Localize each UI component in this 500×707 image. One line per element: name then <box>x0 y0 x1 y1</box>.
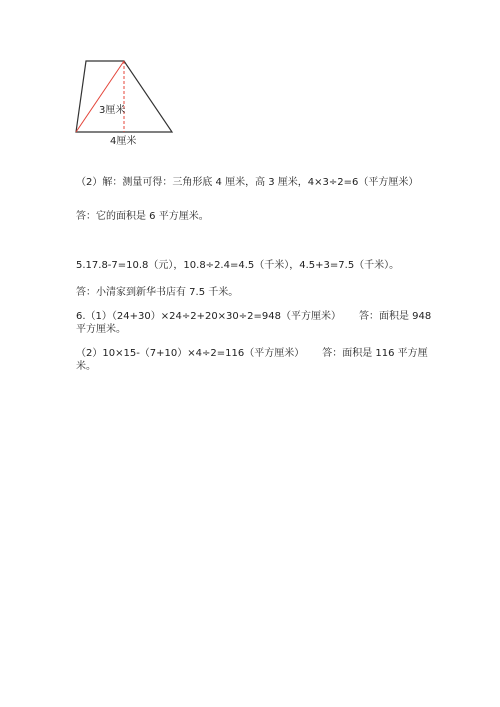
question-6-part-2 <box>76 347 436 373</box>
base-label: 4厘米 <box>110 136 137 147</box>
q6-1-answer: 答：面积是 948 平方厘米。 <box>76 311 432 335</box>
trapezoid-figure <box>72 55 182 150</box>
answer-2-line: 答：它的面积是 6 平方厘米。 <box>76 211 209 222</box>
question-6-part-1 <box>76 310 436 336</box>
q6-2-answer: 答：面积是 116 平方厘米。 <box>76 348 428 372</box>
question-5-line: 5.17.8-7=10.8（元），10.8÷2.4=4.5（千米），4.5+3=7.5（千米）。 <box>76 260 400 271</box>
diagonal-line <box>76 61 124 132</box>
q6-1-calculation: 6.（1）（24+30）×24÷2+20×30÷2=948（平方厘米） <box>76 311 341 322</box>
q6-2-calculation: （2）10×15-（7+10）×4÷2=116（平方厘米） <box>76 348 305 359</box>
solution-2-line: （2）解：测量可得：三角形底 4 厘米，高 3 厘米，4×3÷2=6（平方厘米） <box>76 177 419 188</box>
answer-5-line: 答：小清家到新华书店有 7.5 千米。 <box>76 287 239 298</box>
height-label: 3厘米 <box>99 105 126 116</box>
